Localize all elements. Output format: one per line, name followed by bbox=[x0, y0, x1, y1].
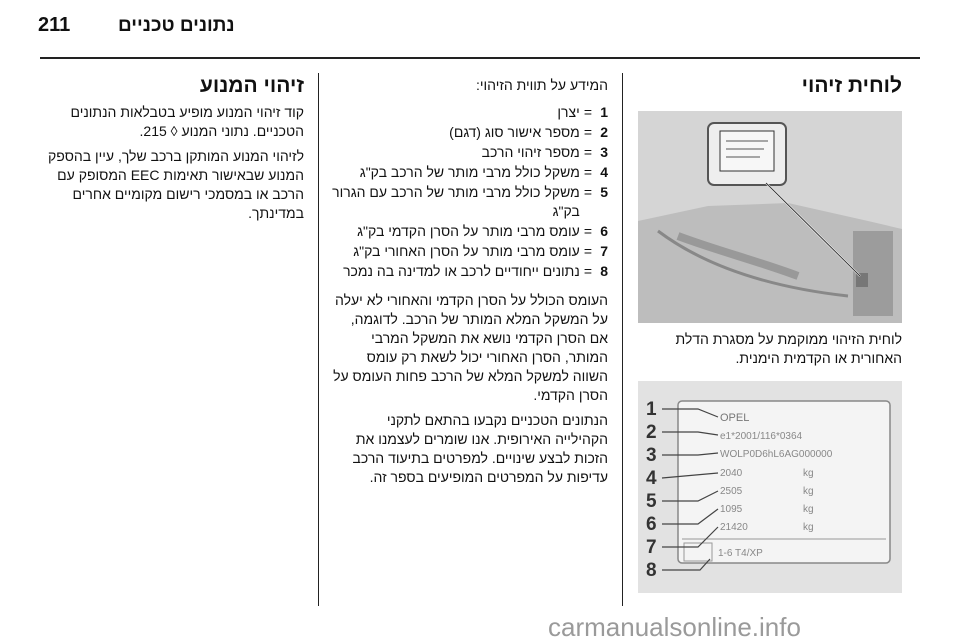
section-heading-engine-id: זיהוי המנוע bbox=[199, 74, 304, 97]
axle-load-paragraph: העומס הכולל על הסרן הקדמי והאחורי לא יעלה על המשקל המלא המותר של הרכב. לדוגמה, אם הסרן הקדמי נושא את המשקל המרבי המותר, הסרן האחורי יכול לשאת רק עומס השווה למשקל המלא של הרכב פחות העומס על הסרן הקדמי. bbox=[333, 292, 608, 403]
list-item: 7 = עומס מרבי מותר על הסרן האחורי בק"ג bbox=[353, 243, 608, 259]
engine-output-paragraph: לזיהוי המנוע המותקן ברכב שלך, עיין בהספק המנוע שבאישור תאימות EEC המסופק עם הרכב או במסמכי רישום מקומיים אחרים במדינתך. bbox=[48, 148, 304, 221]
header-rule bbox=[40, 57, 920, 59]
list-item: 3 = מספר זיהוי הרכב bbox=[481, 144, 608, 160]
door-photo-illustration bbox=[638, 111, 902, 323]
callout-7: 7 bbox=[646, 537, 657, 558]
eu-standards-paragraph: הנתונים הטכניים נקבעו בהתאם לתקני הקהילייה האירופית. אנו שומרים לעצמנו את הזכות לבצע שינויים. למפרטים בתיעוד הרכב עדיפות על המפרטים המופיעים בספר זה. bbox=[352, 412, 608, 485]
plate-weight-2: 2505 bbox=[720, 486, 743, 497]
middle-column bbox=[332, 76, 608, 493]
callout-2: 2 bbox=[646, 422, 657, 443]
callout-1: 1 bbox=[646, 399, 657, 420]
door-frame-photo bbox=[638, 111, 902, 323]
callout-8: 8 bbox=[646, 560, 657, 581]
plate-weight-3: 1095 bbox=[720, 504, 743, 515]
right-column bbox=[636, 76, 902, 103]
page-number: 211 bbox=[38, 14, 71, 36]
list-item: 8 = נתונים ייחודיים לרכב או למדינה בה נמכר bbox=[343, 263, 608, 279]
list-intro: המידע על תווית הזיהוי: bbox=[475, 77, 608, 93]
plate-bottom-code: 1-6 T4/XP bbox=[718, 548, 763, 559]
plate-unit-3: kg bbox=[803, 504, 814, 515]
running-title: נתונים טכניים bbox=[118, 15, 235, 36]
plate-info-list bbox=[332, 103, 608, 281]
list-item: 2 = מספר אישור סוג (דגם) bbox=[449, 124, 608, 140]
column-divider-left bbox=[318, 73, 319, 606]
plate-line3: WOLP0D6hL6AG000000 bbox=[720, 449, 833, 460]
plate-unit-1: kg bbox=[803, 468, 814, 479]
plate-brand: OPEL bbox=[720, 412, 750, 424]
caption-text: לוחית הזיהוי ממוקמת על מסגרת הדלת האחורית או הקדמית הימנית. bbox=[675, 331, 902, 366]
id-plate-figure bbox=[638, 381, 902, 593]
plate-unit-2: kg bbox=[803, 486, 814, 497]
section-heading-id-plate: לוחית זיהוי bbox=[801, 74, 902, 97]
site-watermark: carmanualsonline.info bbox=[548, 612, 801, 642]
plate-line2: e1*2001/116*0364 bbox=[720, 431, 803, 442]
list-item: 6 = עומס מרבי מותר על הסרן הקדמי בק"ג bbox=[357, 223, 608, 239]
callout-6: 6 bbox=[646, 514, 657, 535]
plate-weight-4: 21420 bbox=[720, 522, 748, 533]
column-divider-right bbox=[622, 73, 623, 606]
callout-5: 5 bbox=[646, 491, 657, 512]
photo-caption bbox=[636, 330, 902, 374]
plate-unit-4: kg bbox=[803, 522, 814, 533]
callout-3: 3 bbox=[646, 445, 657, 466]
engine-code-paragraph: קוד זיהוי המנוע מופיע בטבלאות הנתונים הטכניים. נתוני המנוע ◊ 215. bbox=[70, 104, 304, 139]
id-plate-illustration bbox=[638, 381, 902, 593]
list-item: 4 = משקל כולל מרבי מותר של הרכב בק"ג bbox=[359, 164, 608, 180]
callout-4: 4 bbox=[646, 468, 657, 489]
list-item: 5 = משקל כולל מרבי מותר של הרכב עם הגרור בק"ג bbox=[332, 184, 608, 219]
list-item: 1 = יצרן bbox=[557, 104, 608, 120]
plate-weight-1: 2040 bbox=[720, 468, 743, 479]
left-column bbox=[40, 76, 304, 229]
